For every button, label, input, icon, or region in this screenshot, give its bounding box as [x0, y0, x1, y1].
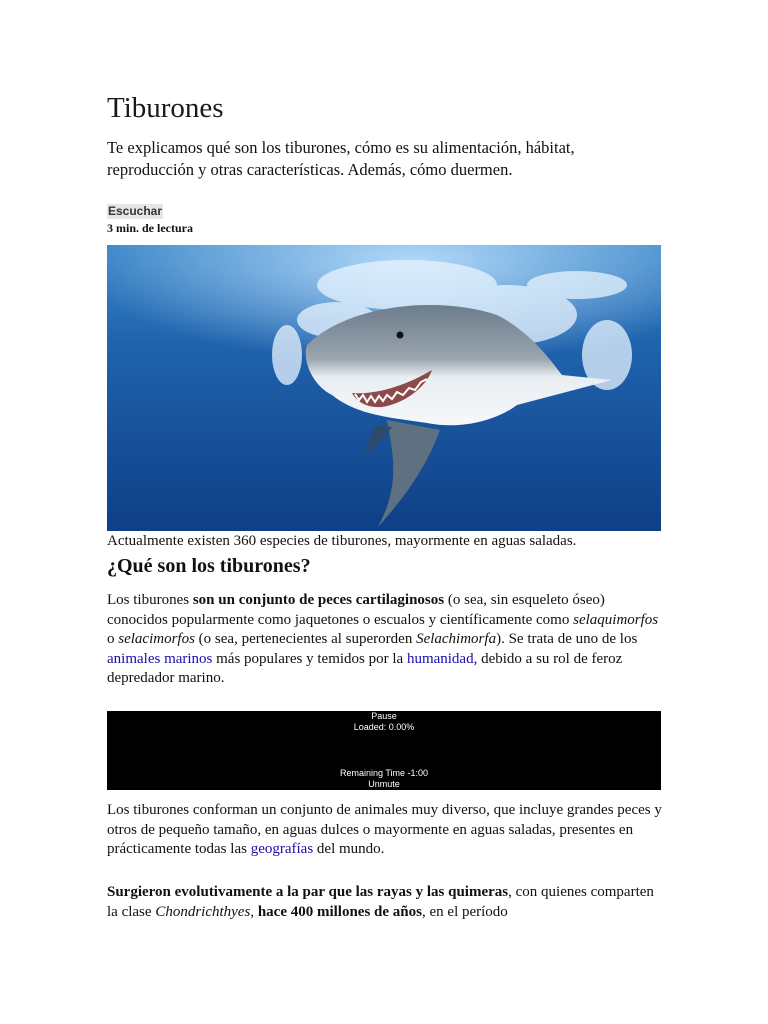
- listen-button[interactable]: Escuchar: [108, 204, 163, 218]
- emphasis: son un conjunto de peces cartilaginosos: [192, 592, 445, 608]
- scientific-name: selaquimorfos: [573, 611, 659, 628]
- link-geografias[interactable]: geografías: [250, 841, 314, 858]
- image-caption: Actualmente existen 360 especies de tiburones, mayormente en aguas saladas.: [107, 533, 577, 549]
- shark-image: [107, 245, 661, 531]
- text: más populares y temidos por la: [212, 650, 407, 667]
- text: ). Se trata de uno de los: [496, 631, 638, 648]
- text: , en el período: [422, 903, 508, 920]
- text: (o sea, pertenecientes al superorden: [194, 631, 417, 648]
- text: Los tiburones: [107, 592, 193, 608]
- pause-button[interactable]: Pause: [371, 711, 397, 721]
- text: o: [107, 631, 119, 648]
- text: Los tiburones conforman un conjunto de animales muy diverso, que incluye grandes peces y otros de pequeño tamaño, en aguas dulces o mayormente en aguas saladas, presentes en prácticamente todas las: [107, 802, 662, 858]
- video-player[interactable]: [107, 711, 661, 790]
- scientific-name: Chondrichthyes: [155, 903, 251, 920]
- loaded-status: Loaded: 0.00%: [353, 722, 415, 732]
- link-humanidad[interactable]: humanidad: [406, 650, 474, 667]
- scientific-name: selacimorfos: [118, 631, 195, 648]
- article-subtitle: Te explicamos qué son los tiburones, cómo es su alimentación, hábitat, reproducción y otras características. Además, cómo duermen.: [107, 138, 575, 179]
- text: (o sea, sin esqueleto óseo) conocidos popularmente como jaquetones o escualos y científicamente como: [107, 592, 605, 628]
- paragraph-diversity: [107, 801, 663, 860]
- paragraph-definition: [107, 591, 663, 689]
- scientific-name: Selachimorfa: [416, 631, 497, 648]
- read-time: 3 min. de lectura: [107, 221, 193, 235]
- section-heading: ¿Qué son los tiburones?: [107, 555, 311, 577]
- page-title: Tiburones: [107, 92, 224, 124]
- link-animales-marinos[interactable]: animales marinos: [107, 650, 213, 667]
- unmute-button[interactable]: Unmute: [368, 779, 400, 789]
- text: , con quienes comparten la clase: [107, 884, 654, 920]
- text: del mundo.: [313, 841, 385, 858]
- paragraph-evolution: [107, 883, 663, 922]
- emphasis: hace 400 millones de años: [257, 903, 422, 920]
- text: , debido a su rol de feroz depredador marino.: [107, 650, 623, 687]
- emphasis: Surgieron evolutivamente a la par que las rayas y las quimeras: [107, 884, 509, 900]
- remaining-time: Remaining Time -1:00: [339, 768, 429, 778]
- text: ,: [250, 903, 258, 920]
